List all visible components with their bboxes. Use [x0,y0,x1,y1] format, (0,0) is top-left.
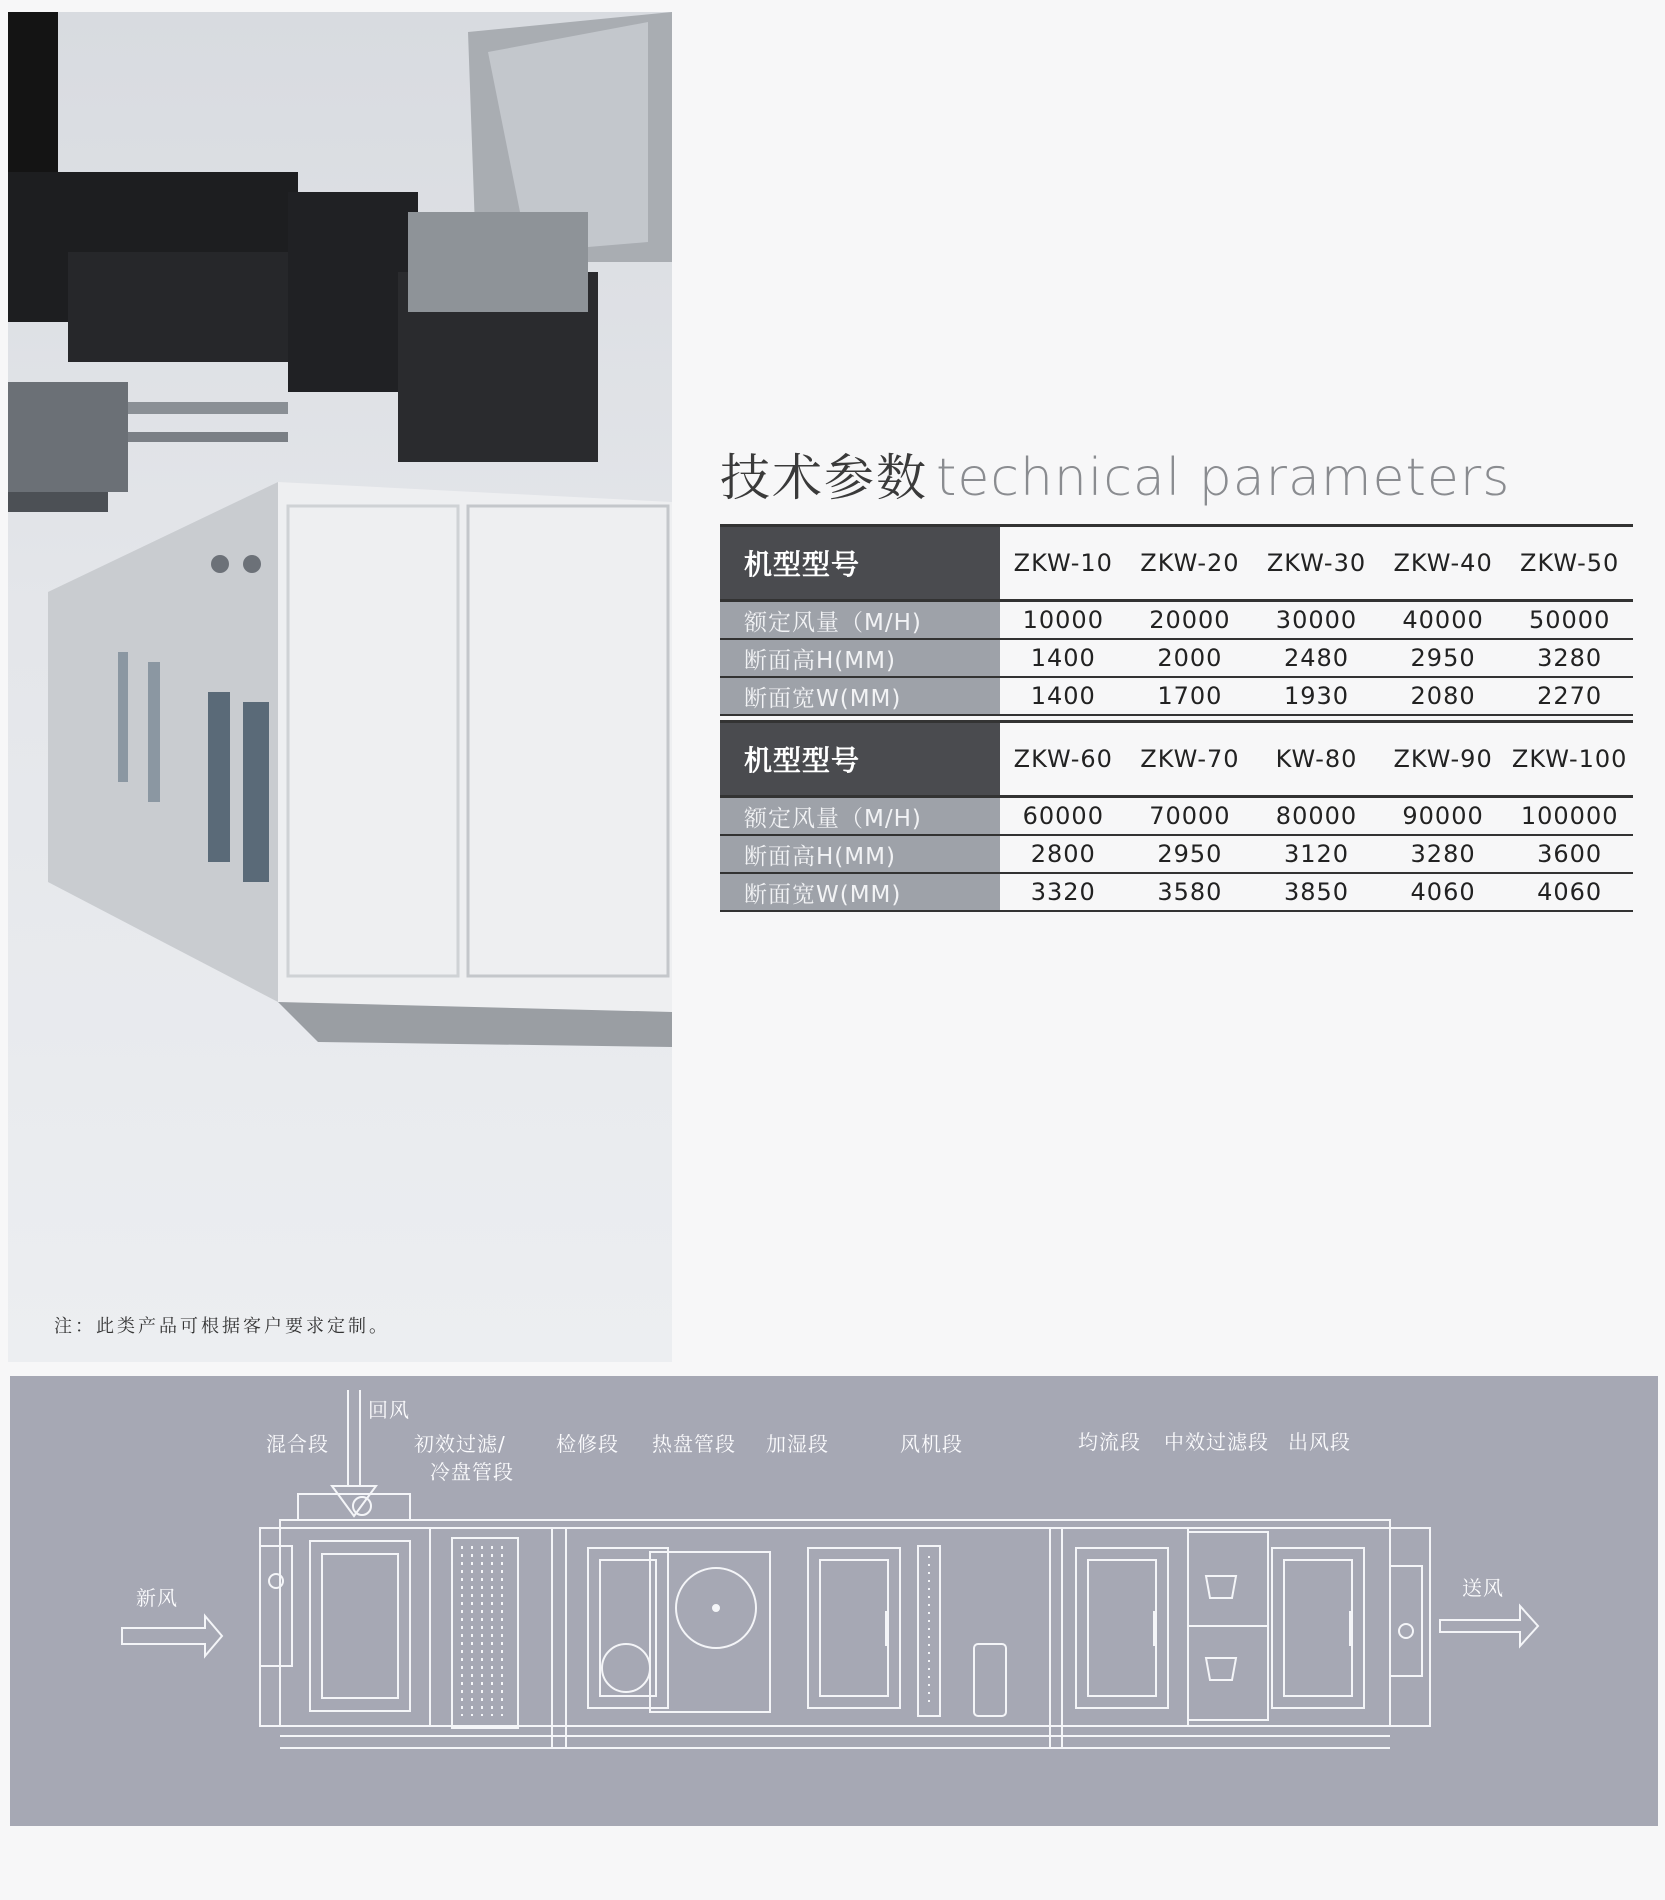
table-cell: 2950 [1157,840,1223,868]
model-label: 机型型号 [720,527,1000,599]
spec-table-2 [720,720,1633,912]
label-outlet: 出风段 [1288,1430,1351,1454]
label-heating-coil: 热盘管段 [652,1432,736,1456]
row-label-width: 断面宽W(MM) [720,678,1000,714]
table-cell: 3120 [1283,840,1350,868]
row-label-height: 断面高H(MM) [720,836,1000,872]
outlet-port [1390,1566,1422,1676]
table-cell: 3850 [1283,878,1350,906]
table-row [720,678,1633,716]
row-label-airflow: 额定风量（M/H) [720,602,1000,638]
table-cell: 80000 [1275,802,1358,830]
model-cell: ZKW-60 [1013,745,1113,773]
table-header-row [720,723,1633,798]
table-cell: 1400 [1030,644,1096,672]
model-cell: ZKW-40 [1393,549,1493,577]
label-primary-filter: 初效过滤/ [414,1432,506,1456]
label-fresh-air: 新风 [136,1586,178,1610]
table-cell: 2270 [1537,682,1603,710]
table-cell: 90000 [1402,802,1484,830]
label-uniform-flow: 均流段 [1078,1430,1141,1454]
table-cell: 30000 [1275,606,1358,634]
label-cooling-coil: 冷盘管段 [430,1460,514,1484]
model-cell: ZKW-20 [1140,549,1240,577]
table-cell: 100000 [1520,802,1619,830]
table-cell: 60000 [1022,802,1104,830]
table-cell: 3280 [1537,644,1603,672]
table-cell: 1400 [1030,682,1096,710]
table-cell: 3280 [1410,840,1476,868]
table-cell: 2000 [1157,644,1223,672]
spec-title-en: technical parameters [936,448,1511,508]
fan-panel [918,1546,940,1716]
fresh-air-port [260,1546,292,1666]
table-cell: 1700 [1157,682,1223,710]
table-cell: 50000 [1528,606,1611,634]
table-cell: 2950 [1410,644,1476,672]
table-cell: 3580 [1157,878,1223,906]
supply-air-arrow [1440,1606,1538,1646]
table-cell: 1930 [1283,682,1350,710]
table-row [720,836,1633,874]
fresh-air-arrow [122,1616,222,1656]
table-cell: 10000 [1022,606,1104,634]
table-cell: 2080 [1410,682,1476,710]
model-cell: ZKW-10 [1013,549,1113,577]
label-mixing: 混合段 [266,1432,329,1456]
label-inspection: 检修段 [556,1432,619,1456]
table-cell: 3320 [1030,878,1096,906]
ahu-schematic [10,1376,1658,1826]
unit-section-diagram [10,1376,1658,1826]
table-cell: 3600 [1537,840,1603,868]
air-handling-unit-photo [8,12,672,1362]
label-supply-air: 送风 [1462,1576,1504,1600]
spec-table-1 [720,524,1633,716]
table-cell: 4060 [1537,878,1603,906]
row-label-airflow: 额定风量（M/H) [720,798,1000,834]
table-cell: 4060 [1410,878,1476,906]
label-return-air: 回风 [368,1398,410,1422]
model-cell: ZKW-30 [1266,549,1367,577]
table-cell: 20000 [1149,606,1231,634]
model-cell: ZKW-90 [1393,745,1493,773]
product-photo [8,12,672,1362]
table-row [720,798,1633,836]
table-row [720,602,1633,640]
model-cell: KW-80 [1275,745,1358,773]
model-cell: ZKW-100 [1511,745,1628,773]
model-label: 机型型号 [720,723,1000,795]
model-cell: ZKW-50 [1520,549,1620,577]
table-header-row [720,527,1633,602]
humidifier-unit [974,1644,1006,1716]
table-cell: 40000 [1402,606,1484,634]
label-fan: 风机段 [900,1432,963,1456]
table-cell: 2800 [1030,840,1096,868]
table-row [720,874,1633,912]
row-label-width: 断面宽W(MM) [720,874,1000,910]
label-medium-filter: 中效过滤段 [1164,1430,1269,1454]
table-row [720,640,1633,678]
spec-title [720,438,1510,510]
spec-title-cn: 技术参数 [720,449,928,507]
label-humidifier: 加湿段 [766,1432,829,1456]
table-cell: 2480 [1283,644,1350,672]
customization-note: 注：此类产品可根据客户要求定制。 [54,1316,390,1336]
model-cell: ZKW-70 [1140,745,1240,773]
row-label-height: 断面高H(MM) [720,640,1000,676]
table-cell: 70000 [1149,802,1231,830]
